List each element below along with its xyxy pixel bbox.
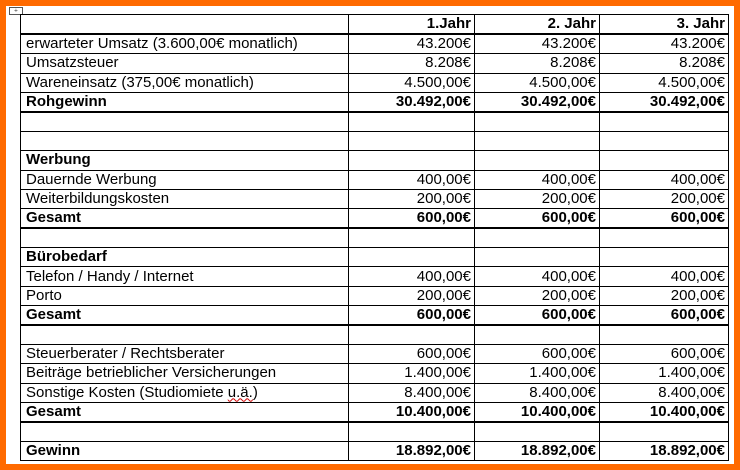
row-label: Dauernde Werbung [21,170,349,189]
row-label: Steuerberater / Rechtsberater [21,345,349,364]
row-label: Gewinn [21,442,349,461]
row-label: Weiterbildungskosten [21,189,349,208]
cell-year-2: 400,00€ [475,170,600,189]
total-row-gross-profit [21,92,729,112]
cell-year-1: 30.492,00€ [349,92,475,112]
spellcheck-marked-text[interactable]: u.ä. [227,383,253,401]
row-label: Porto [21,286,349,305]
cell-year-3: 1.400,00€ [600,364,729,383]
table-move-handle-icon[interactable]: + [9,7,23,15]
row-label: Gesamt [21,208,349,228]
cell-year-2: 600,00€ [475,305,600,325]
cell-year-2: 8.208€ [475,54,600,73]
cell-year-3: 400,00€ [600,170,729,189]
row-label: Wareneinsatz (375,00€ monatlich) [21,73,349,92]
row-label: Beiträge betrieblicher Versicherungen [21,364,349,383]
cell-year-1: 200,00€ [349,189,475,208]
section-title-row [21,151,729,170]
cell-year-3: 43.200€ [600,34,729,54]
cell-year-3: 600,00€ [600,345,729,364]
cell-year-2: 600,00€ [475,208,600,228]
cell-year-2: 4.500,00€ [475,73,600,92]
table-row [21,73,729,92]
cell-year-2: 200,00€ [475,286,600,305]
cell-year-1: 600,00€ [349,208,475,228]
empty-row [21,325,729,345]
row-label [21,383,349,402]
table-row [21,383,729,402]
cell-year-2: 18.892,00€ [475,442,600,461]
row-label: Rohgewinn [21,92,349,112]
cell-year-1: 400,00€ [349,267,475,286]
cell-year-1: 200,00€ [349,286,475,305]
row-label: Telefon / Handy / Internet [21,267,349,286]
cell-year-3: 400,00€ [600,267,729,286]
row-label-main: Sonstige Kosten (Studiomiete [26,383,228,401]
row-label: Umsatzsteuer [21,54,349,73]
section-title: Werbung [21,151,349,170]
header-year-2: 2. Jahr [475,15,600,35]
empty-row [21,112,729,132]
empty-row [21,228,729,248]
total-row-other [21,402,729,422]
total-row-advertising [21,208,729,228]
business-plan-table [20,14,729,461]
cell-year-1: 1.400,00€ [349,364,475,383]
cell-year-1: 8.208€ [349,54,475,73]
total-row-office [21,305,729,325]
cell-year-2: 10.400,00€ [475,402,600,422]
cell-year-2: 1.400,00€ [475,364,600,383]
cell-year-1: 8.400,00€ [349,383,475,402]
row-label: Gesamt [21,305,349,325]
empty-row [21,422,729,442]
row-label-end: ) [252,383,258,401]
header-empty-cell [21,15,349,35]
header-year-1: 1.Jahr [349,15,475,35]
cell-year-1: 400,00€ [349,170,475,189]
cell-year-3: 200,00€ [600,286,729,305]
cell-year-3: 4.500,00€ [600,73,729,92]
row-label: Gesamt [21,402,349,422]
table-row [21,364,729,383]
table-row [21,286,729,305]
empty-row [21,132,729,151]
cell-year-1: 600,00€ [349,305,475,325]
table-row [21,54,729,73]
cell-year-3: 200,00€ [600,189,729,208]
cell-year-1: 10.400,00€ [349,402,475,422]
table-header-row [21,15,729,35]
table-row [21,34,729,54]
cell-year-2: 8.400,00€ [475,383,600,402]
cell-year-1: 43.200€ [349,34,475,54]
cell-year-3: 18.892,00€ [600,442,729,461]
table-row [21,267,729,286]
cell-year-3: 30.492,00€ [600,92,729,112]
section-title-row [21,248,729,267]
cell-year-1: 600,00€ [349,345,475,364]
row-label: erwarteter Umsatz (3.600,00€ monatlich) [21,34,349,54]
cell-year-3: 8.208€ [600,54,729,73]
table-row [21,170,729,189]
profit-row [21,442,729,461]
table-row [21,189,729,208]
cell-year-1: 4.500,00€ [349,73,475,92]
cell-year-2: 43.200€ [475,34,600,54]
document-page [6,6,734,464]
cell-year-3: 600,00€ [600,305,729,325]
cell-year-3: 8.400,00€ [600,383,729,402]
cell-year-2: 400,00€ [475,267,600,286]
header-year-3: 3. Jahr [600,15,729,35]
table-row [21,345,729,364]
section-title: Bürobedarf [21,248,349,267]
cell-year-2: 30.492,00€ [475,92,600,112]
cell-year-3: 10.400,00€ [600,402,729,422]
cell-year-1: 18.892,00€ [349,442,475,461]
cell-year-2: 600,00€ [475,345,600,364]
cell-year-2: 200,00€ [475,189,600,208]
cell-year-3: 600,00€ [600,208,729,228]
